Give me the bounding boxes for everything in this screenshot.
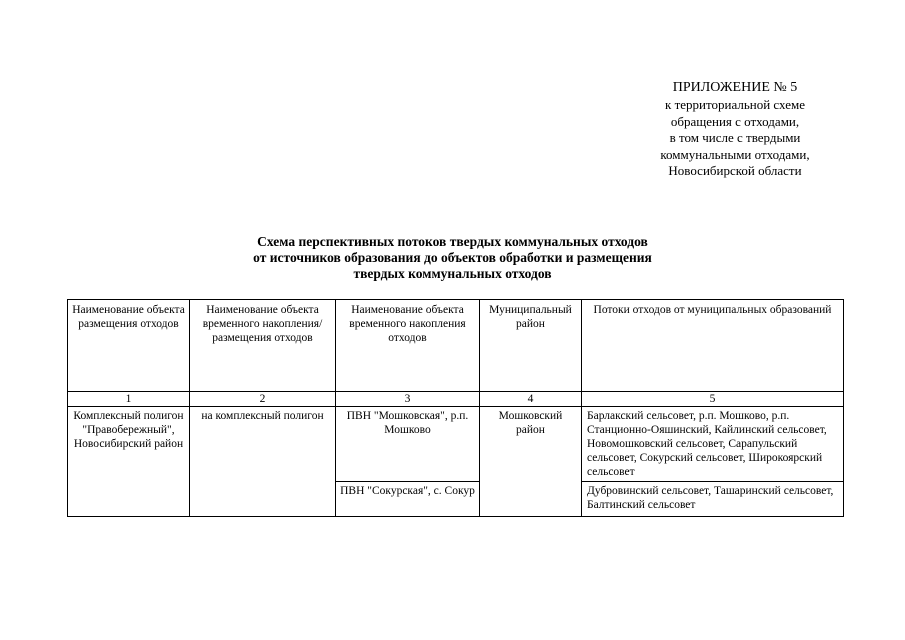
flows-cell: Барлакский сельсовет, р.п. Мошково, р.п. Станционно-Ояшинский, Кайлинский сельсовет, Новомошковский сельсовет, Сарапульский сельсовет, Сокурский сельсовет, Широкоярский сельсовет [582, 407, 844, 482]
document-title [150, 234, 755, 282]
column-number: 5 [582, 392, 844, 407]
column-number-row [68, 392, 844, 407]
destination-cell: на комплексный полигон [190, 407, 336, 517]
appendix-heading: ПРИЛОЖЕНИЕ № 5 [672, 80, 798, 95]
appendix-line: Новосибирской области [668, 163, 802, 178]
header-cell-flows: Потоки отходов от муниципальных образований [582, 300, 844, 392]
header-cell-site: Наименование объекта размещения отходов [68, 300, 190, 392]
column-number: 2 [190, 392, 336, 407]
header-cell-temp-storage: Наименование объекта временного накопления отходов [336, 300, 480, 392]
appendix-line: в том числе с твердыми [669, 130, 801, 145]
flows-cell: Дубровинский сельсовет, Ташаринский сельсовет, Балтинский сельсовет [582, 482, 844, 517]
column-number: 3 [336, 392, 480, 407]
header-cell-district: Муниципальный район [480, 300, 582, 392]
column-number: 4 [480, 392, 582, 407]
waste-flow-table [67, 299, 844, 517]
appendix-block [620, 78, 850, 180]
appendix-line: к территориальной схеме [665, 97, 805, 112]
table-row [68, 407, 844, 482]
title-line: от источников образования до объектов обработки и размещения [253, 250, 652, 265]
table-header-row [68, 300, 844, 392]
column-number: 1 [68, 392, 190, 407]
appendix-line: обращения с отходами, [670, 113, 800, 129]
title-line: твердых коммунальных отходов [353, 266, 552, 281]
district-cell: Мошковский район [480, 407, 582, 517]
header-cell-temp-storage-placement: Наименование объекта временного накопления/размещения отходов [190, 300, 336, 392]
appendix-line: коммунальными отходами, [660, 146, 810, 162]
storage-cell: ПВН "Сокурская", с. Сокур [336, 482, 480, 517]
title-line: Схема перспективных потоков твердых коммунальных отходов [257, 234, 648, 249]
storage-cell: ПВН "Мошковская", р.п. Мошково [336, 407, 480, 482]
site-cell: Комплексный полигон "Правобережный", Новосибирский район [68, 407, 190, 517]
